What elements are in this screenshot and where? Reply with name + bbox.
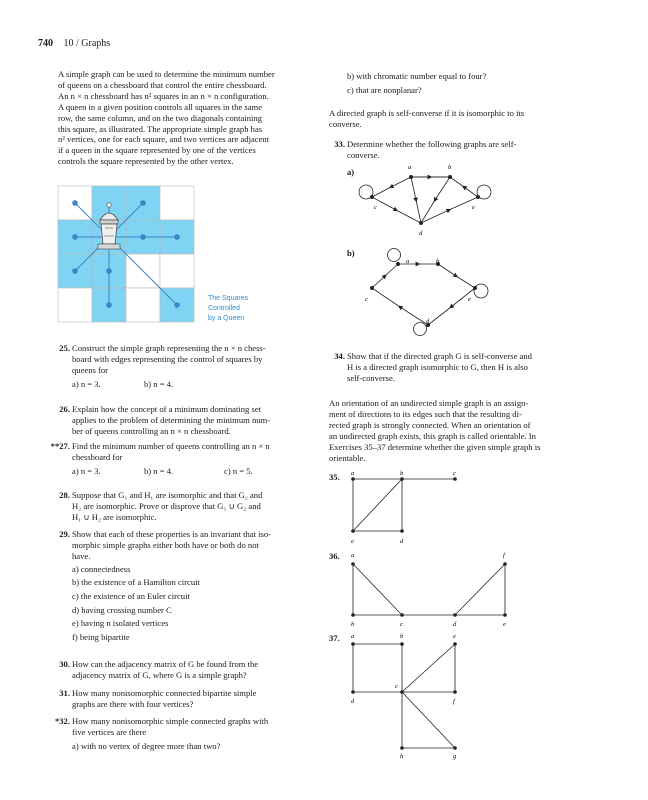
svg-text:b: b [400,633,404,640]
svg-text:f: f [453,698,455,705]
exercise-28: 28. Suppose that G₁ and H₁ are isomorphic and that G₂ and H₂ are isomorphic. Prove or disprove that G₁ ∪ G₂ and H₁ ∪ H₂ are isomorphic. [59,490,263,522]
exercise-33-part-b: b) [347,248,355,258]
svg-text:d: d [453,621,457,628]
vertex-e-label: e [468,296,471,303]
vertex-b-label: b [448,164,452,171]
exercise-36-number: 36. [329,551,340,561]
graph-37 [345,630,470,762]
orientation-paragraph: An orientation of an undirected simple graph is an assign- ment of directions to its edges such that the resulting di- rected graph is strongly connected. When an orientation of an undirected graph exists, this graph is called orientable. In Exercises 35–37 determine whether the given simple graph is orientable. [329,398,541,463]
exercise-32-continued: b) with chromatic number equal to four? c) that are nonplanar? [347,71,487,95]
svg-text:a: a [351,633,355,640]
exercise-29: 29. Show that each of these properties is an invariant that iso- morphic simple graphs either both have or both do not have. a) connectedness b) the existence of a Hamilton circuit c) the existence of an Euler circuit d) having crossing number C e) having n isolated vertices f) being bipartite [59,529,272,642]
exercise-37-number: 37. [329,633,340,643]
chapter-title: 10 / Graphs [63,38,111,49]
svg-text:e: e [503,621,506,628]
exercise-33-part-a: a) [347,167,355,177]
page-number: 740 [38,38,53,49]
self-converse-definition: A directed graph is self-converse if it is isomorphic to its converse. [329,108,525,129]
svg-text:b: b [351,621,355,628]
vertex-d-label: d [419,230,423,237]
vertex-e-label: e [472,204,475,211]
svg-text:a: a [351,552,355,559]
vertex-d-label: d [426,318,430,325]
vertex-b-label: b [436,258,440,265]
svg-text:d: d [351,698,355,705]
exercise-35-number: 35. [329,472,340,482]
exercise-34: 34. Show that if the directed graph G is self-converse and H is a directed graph isomorphic to G, then H is also self-converse. [334,351,532,383]
vertex-c-label: c [365,296,368,303]
page-header [38,38,110,49]
svg-text:c: c [400,621,403,628]
exercise-27: **27. Find the minimum number of queens controlling an n × n chessboard for a) n = 3. b) n = 4. c) n = 5. [50,441,270,476]
vertex-a-label: a [406,258,410,265]
svg-text:e: e [351,538,354,545]
exercise-26: 26. Explain how the concept of a minimum dominating set applies to the problem of determining the minimum num- ber of queens controlling an n × n chessboard. [59,404,271,436]
svg-text:b: b [400,470,404,477]
graph-35 [345,468,475,548]
svg-text:g: g [453,753,457,760]
svg-text:f: f [503,552,505,559]
svg-text:a: a [351,470,355,477]
vertex-c-label: c [374,204,377,211]
svg-text:d: d [400,538,404,545]
svg-text:c: c [395,683,398,690]
directed-graph-33a [350,160,510,245]
directed-graph-33b [350,245,510,340]
exercise-30: 30. How can the adjacency matrix of G be found from the adjacency matrix of G, where G is a simple graph? [59,659,259,680]
svg-text:h: h [400,753,404,760]
vertex-a-label: a [408,164,412,171]
intro-paragraph: A simple graph can be used to determine the minimum number of queens on a chessboard that control the entire chessboard. An n × n chessboard has n² squares in an n × n configuration. A queen in a given position controls all squares in the same row, the same column, and on the two diagonals containing this square, as illustrated. The appropriate simple graph has n² vertices, one for each square, and two vertices are adjacent if a queen in the square represented by one of the vertices controls the square represented by the other vertex. [58,69,275,167]
exercise-32: *32. How many nonisomorphic simple connected graphs with five vertices are there a) with no vertex of degree more than two? [54,716,269,751]
exercise-25: 25. Construct the simple graph representing the n × n chess- board with edges representing the control of squares by queens for a) n = 3. b) n = 4. [59,343,266,389]
svg-text:e: e [453,633,456,640]
svg-text:c: c [453,470,456,477]
figure-caption: The Squares Controlled by a Queen [208,295,249,322]
exercise-33: 33. Determine whether the following graphs are self- converse. [334,139,517,160]
exercise-31: 31. How many nonisomorphic connected bipartite simple graphs are there with four vertices? [59,688,257,709]
graph-36 [345,548,520,628]
